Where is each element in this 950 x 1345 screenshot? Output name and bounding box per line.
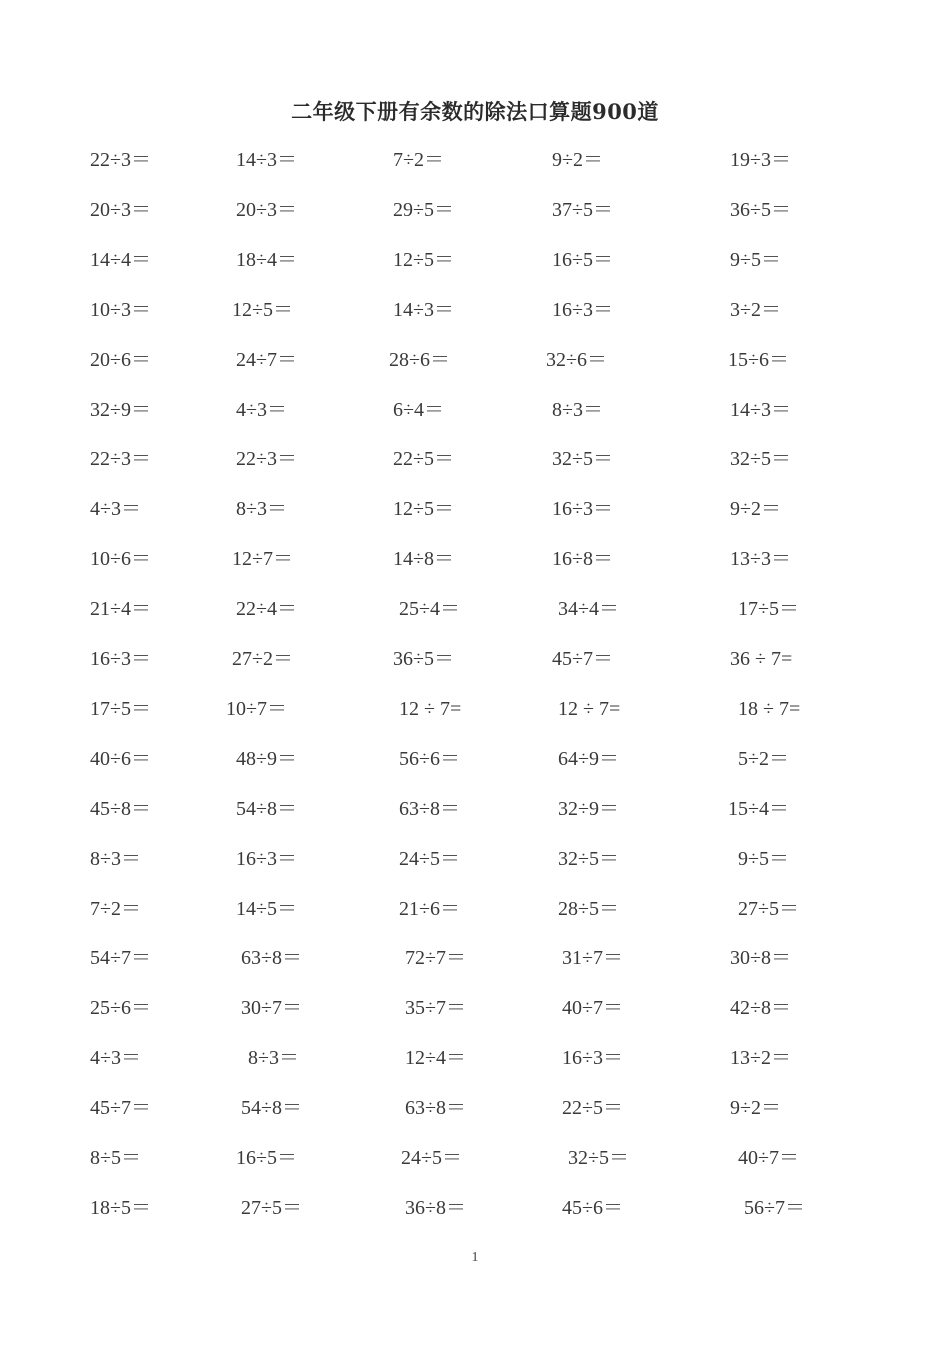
problem-item: 21÷6＝ [399, 898, 460, 920]
problem-item: 14÷8＝ [393, 548, 454, 570]
problem-item: 30÷7＝ [241, 997, 302, 1019]
problem-item: 25÷4＝ [399, 598, 460, 620]
page-title: 二年级下册有余数的除法口算题900道 [291, 99, 659, 124]
problem-item: 9÷5＝ [730, 249, 781, 271]
problem-item: 9÷2＝ [730, 1097, 781, 1119]
problem-item: 22÷3＝ [90, 448, 151, 470]
problem-item: 9÷2＝ [552, 149, 603, 171]
problem-item: 10÷7＝ [226, 698, 287, 720]
problem-item: 31÷7＝ [562, 947, 623, 969]
problem-item: 54÷7＝ [90, 947, 151, 969]
problem-item: 25÷6＝ [90, 997, 151, 1019]
problem-item: 4÷3＝ [90, 1047, 141, 1069]
problem-item: 72÷7＝ [405, 947, 466, 969]
problem-item: 24÷5＝ [401, 1147, 462, 1169]
problem-item: 13÷2＝ [730, 1047, 791, 1069]
problem-item: 16÷3＝ [552, 299, 613, 321]
problem-item: 32÷5＝ [730, 448, 791, 470]
problem-item: 54÷8＝ [241, 1097, 302, 1119]
problem-item: 16÷3＝ [562, 1047, 623, 1069]
problem-item: 22÷3＝ [236, 448, 297, 470]
problem-item: 20÷3＝ [90, 199, 151, 221]
problem-item: 63÷8＝ [241, 947, 302, 969]
problem-item: 36÷5＝ [393, 648, 454, 670]
problem-item: 42÷8＝ [730, 997, 791, 1019]
problem-item: 32÷5＝ [558, 848, 619, 870]
problem-item: 16÷5＝ [236, 1147, 297, 1169]
problem-item: 8÷3＝ [552, 399, 603, 421]
problem-item: 14÷3＝ [393, 299, 454, 321]
problem-item: 12÷5＝ [232, 299, 293, 321]
problem-item: 22÷4＝ [236, 598, 297, 620]
problem-item: 18 ÷ 7= [738, 698, 801, 720]
problem-item: 54÷8＝ [236, 798, 297, 820]
problem-item: 20÷3＝ [236, 199, 297, 221]
problem-item: 37÷5＝ [552, 199, 613, 221]
problem-item: 17÷5＝ [90, 698, 151, 720]
problem-item: 17÷5＝ [738, 598, 799, 620]
problem-item: 8÷5＝ [90, 1147, 141, 1169]
problem-item: 9÷5＝ [738, 848, 789, 870]
problem-item: 6÷4＝ [393, 399, 444, 421]
problem-item: 32÷9＝ [90, 399, 151, 421]
problem-item: 3÷2＝ [730, 299, 781, 321]
problem-item: 40÷6＝ [90, 748, 151, 770]
problem-item: 12÷5＝ [393, 249, 454, 271]
problem-item: 12÷5＝ [393, 498, 454, 520]
problem-item: 45÷7＝ [552, 648, 613, 670]
problem-item: 24÷5＝ [399, 848, 460, 870]
problem-item: 14÷5＝ [236, 898, 297, 920]
problem-item: 12 ÷ 7= [399, 698, 462, 720]
problem-item: 9÷2＝ [730, 498, 781, 520]
problem-item: 18÷4＝ [236, 249, 297, 271]
problem-item: 7÷2＝ [393, 149, 444, 171]
problem-item: 63÷8＝ [399, 798, 460, 820]
problem-item: 27÷5＝ [738, 898, 799, 920]
problem-item: 16÷3＝ [236, 848, 297, 870]
problem-item: 14÷4＝ [90, 249, 151, 271]
problem-item: 32÷5＝ [552, 448, 613, 470]
problem-item: 8÷3＝ [236, 498, 287, 520]
problem-item: 32÷9＝ [558, 798, 619, 820]
problem-item: 20÷6＝ [90, 349, 151, 371]
problem-item: 28÷5＝ [558, 898, 619, 920]
problem-item: 36÷5＝ [730, 199, 791, 221]
problem-item: 56÷6＝ [399, 748, 460, 770]
problem-item: 32÷6＝ [546, 349, 607, 371]
problem-item: 22÷3＝ [90, 149, 151, 171]
problem-item: 40÷7＝ [562, 997, 623, 1019]
problem-item: 14÷3＝ [730, 399, 791, 421]
problem-item: 4÷3＝ [90, 498, 141, 520]
problem-item: 5÷2＝ [738, 748, 789, 770]
problem-item: 40÷7＝ [738, 1147, 799, 1169]
problem-item: 16÷5＝ [552, 249, 613, 271]
problem-item: 27÷2＝ [232, 648, 293, 670]
problem-item: 56÷7＝ [744, 1197, 805, 1219]
problem-item: 12÷4＝ [405, 1047, 466, 1069]
problem-item: 16÷3＝ [90, 648, 151, 670]
problem-item: 21÷4＝ [90, 598, 151, 620]
problem-item: 15÷4＝ [728, 798, 789, 820]
problem-item: 48÷9＝ [236, 748, 297, 770]
problem-item: 8÷3＝ [90, 848, 141, 870]
problem-item: 19÷3＝ [730, 149, 791, 171]
problem-item: 30÷8＝ [730, 947, 791, 969]
problem-item: 15÷6＝ [728, 349, 789, 371]
problem-item: 10÷6＝ [90, 548, 151, 570]
problem-item: 8÷3＝ [248, 1047, 299, 1069]
problem-item: 22÷5＝ [393, 448, 454, 470]
problem-item: 16÷8＝ [552, 548, 613, 570]
problem-item: 12 ÷ 7= [558, 698, 621, 720]
problem-item: 16÷3＝ [552, 498, 613, 520]
problem-item: 64÷9＝ [558, 748, 619, 770]
problem-item: 14÷3＝ [236, 149, 297, 171]
problem-item: 10÷3＝ [90, 299, 151, 321]
problem-item: 22÷5＝ [562, 1097, 623, 1119]
problem-item: 27÷5＝ [241, 1197, 302, 1219]
problem-item: 29÷5＝ [393, 199, 454, 221]
problem-item: 63÷8＝ [405, 1097, 466, 1119]
problem-item: 34÷4＝ [558, 598, 619, 620]
problem-item: 18÷5＝ [90, 1197, 151, 1219]
problem-item: 13÷3＝ [730, 548, 791, 570]
problem-item: 36÷8＝ [405, 1197, 466, 1219]
problem-item: 28÷6＝ [389, 349, 450, 371]
problem-item: 4÷3＝ [236, 399, 287, 421]
page-number: 1 [471, 1250, 479, 1265]
problem-item: 45÷6＝ [562, 1197, 623, 1219]
problem-item: 35÷7＝ [405, 997, 466, 1019]
problem-item: 7÷2＝ [90, 898, 141, 920]
problem-item: 32÷5＝ [568, 1147, 629, 1169]
problem-item: 45÷7＝ [90, 1097, 151, 1119]
problem-item: 36 ÷ 7= [730, 648, 793, 670]
problem-item: 45÷8＝ [90, 798, 151, 820]
problem-item: 24÷7＝ [236, 349, 297, 371]
problem-item: 12÷7＝ [232, 548, 293, 570]
